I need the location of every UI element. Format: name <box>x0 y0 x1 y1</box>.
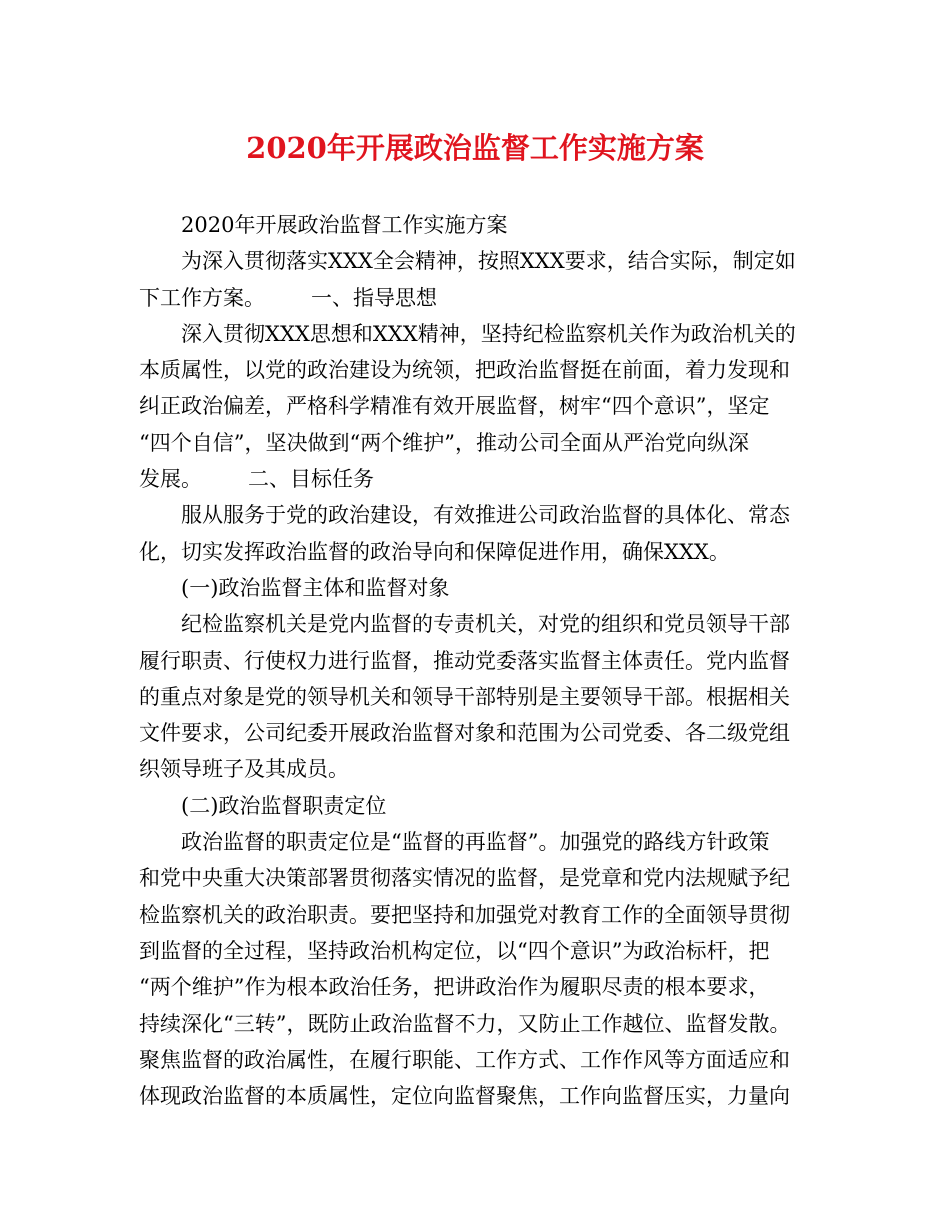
line-text: 持续深化“三转”，既防止政治监督不力，又防止工作越位、监督发散。 <box>139 1011 791 1036</box>
document-title: 2020年开展政治监督工作实施方案 <box>246 131 704 165</box>
line-text: 体现政治监督的本质属性，定位向监督聚焦，工作向监督压实，力量向 <box>139 1084 790 1109</box>
paragraph-line <box>139 388 829 424</box>
paragraph-line <box>139 1078 829 1114</box>
paragraph-line <box>139 969 829 1005</box>
paragraph-line <box>139 570 829 606</box>
paragraph-line <box>139 497 829 533</box>
paragraph-line <box>139 897 829 933</box>
line-text: 织领导班子及其成员。 <box>139 757 349 782</box>
line-text: “四个自信”，坚决做到“两个维护”，推动公司全面从严治党向纵深 <box>139 430 749 455</box>
paragraph-line <box>139 824 829 860</box>
line-text: 为深入贯彻落实XXX全会精神，按照XXX要求，结合实际，制定如 <box>181 249 796 274</box>
line-text: 政治监督的职责定位是“监督的再监督”。加强党的路线方针政策 <box>181 830 770 855</box>
line-text: (二)政治监督职责定位 <box>181 793 387 818</box>
section-heading: 二、目标任务 <box>248 467 374 492</box>
paragraph-line <box>139 1006 829 1042</box>
paragraph-line <box>139 679 829 715</box>
line-text: “两个维护”作为根本政治任务，把讲政治作为履职尽责的根本要求， <box>139 975 770 1000</box>
paragraph-line <box>139 207 829 243</box>
document-body <box>139 207 829 1114</box>
line-text: 的重点对象是党的领导机关和领导干部特别是主要领导干部。根据相关 <box>139 684 790 709</box>
line-text: 深入贯彻XXX思想和XXX精神，坚持纪检监察机关作为政治机关的 <box>181 321 796 346</box>
line-text: 和党中央重大决策部署贯彻落实情况的监督，是党章和党内法规赋予纪 <box>139 866 790 891</box>
line-text: 2020年开展政治监督工作实施方案 <box>181 213 508 237</box>
paragraph-line <box>139 280 829 316</box>
line-text: 纠正政治偏差，严格科学精准有效开展监督，树牢“四个意识”，坚定 <box>139 394 770 419</box>
paragraph-line <box>139 316 829 352</box>
paragraph-line <box>139 606 829 642</box>
line-text: 纪检监察机关是党内监督的专责机关，对党的组织和党员领导干部 <box>181 612 790 637</box>
paragraph-line <box>139 425 829 461</box>
line-text: 检监察机关的政治职责。要把坚持和加强党对教育工作的全面领导贯彻 <box>139 902 790 927</box>
line-text: 文件要求，公司纪委开展政治监督对象和范围为公司党委、各二级党组 <box>139 721 790 746</box>
line-text: 到监督的全过程，坚持政治机构定位，以“四个意识”为政治标杆，把 <box>139 938 770 963</box>
line-text: 下工作方案。 <box>139 285 265 310</box>
paragraph-line <box>139 788 829 824</box>
paragraph-line <box>139 534 829 570</box>
paragraph-line <box>139 1042 829 1078</box>
line-text: (一)政治监督主体和监督对象 <box>181 575 450 600</box>
paragraph-line <box>139 643 829 679</box>
line-text: 聚焦监督的政治属性，在履行职能、工作方式、工作作风等方面适应和 <box>139 1047 790 1072</box>
paragraph-line <box>139 243 829 279</box>
section-heading: 一、指导思想 <box>311 285 437 310</box>
line-text: 服从服务于党的政治建设，有效推进公司政治监督的具体化、常态 <box>181 503 790 528</box>
paragraph-line <box>139 352 829 388</box>
paragraph-line <box>139 715 829 751</box>
paragraph-line <box>139 461 829 497</box>
paragraph-line <box>139 751 829 787</box>
paragraph-line <box>139 860 829 896</box>
line-text: 履行职责、行使权力进行监督，推动党委落实监督主体责任。党内监督 <box>139 648 790 673</box>
paragraph-line <box>139 933 829 969</box>
line-text: 本质属性，以党的政治建设为统领，把政治监督挺在前面，着力发现和 <box>139 358 790 383</box>
line-text: 发展。 <box>139 467 202 492</box>
line-text: 化，切实发挥政治监督的政治导向和保障促进作用，确保XXX。 <box>139 539 730 564</box>
